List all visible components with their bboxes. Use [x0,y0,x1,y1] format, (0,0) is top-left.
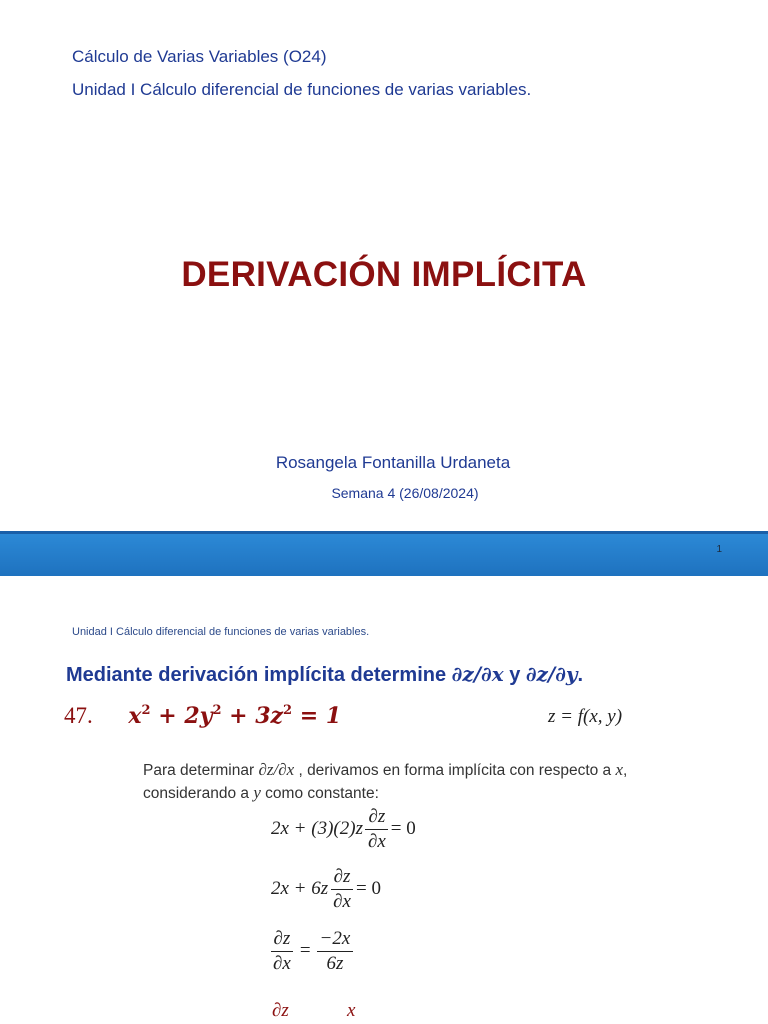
derivation-step-2: 2x + 6z $\frac{\partial z}{\partial x}$ = 0 [271,866,381,912]
exercise-instruction [66,664,583,685]
problem-equation: $x^2 + 2y^2 + 3z^2 = 1$ [128,703,342,729]
partial-z-x: ∂z/∂x [451,662,504,686]
course-title: Cálculo de Varias Variables (O24) [72,47,327,66]
partial-z-y: ∂z/∂y [525,662,578,686]
slide-title: DERIVACIÓN IMPLÍCITA [181,255,587,294]
instruction-joiner: y [509,664,521,686]
function-relation: z = f(x, y) [548,706,623,727]
explanation-text: Para determinar ∂z/∂x , derivamos en forma implícita con respecto a x, considerando a y como constante: [143,760,628,802]
problem-statement [64,704,341,727]
derivation-step-4-variable: x [347,1000,356,1021]
derivation-step-1: 2x + (3)(2)z $\frac{\partial z}{\partial x}$ = 0 [271,806,416,852]
unit-title: Unidad I Cálculo diferencial de funciones de varias variables. [72,80,532,99]
author-name: Rosangela Fontanilla Urdaneta [275,453,511,472]
derivation-step-3: $\frac{\partial z}{\partial x}$ = $\frac{-2x}{6z}$ [268,928,355,975]
slide-2 [0,576,768,1024]
intro-partial: ∂z/∂x [258,760,295,779]
page-number: 1 [716,544,722,555]
instruction-text: Mediante derivación implícita determine [66,664,447,686]
session-date: Semana 4 (26/08/2024) [331,485,479,501]
problem-number: 47. [64,703,93,728]
footer-band [0,531,768,576]
instruction-end: . [577,664,584,686]
unit-header: Unidad I Cálculo diferencial de funciones de varias variables. [72,626,370,638]
derivation-step-4-numerator: ∂z [272,1000,289,1021]
